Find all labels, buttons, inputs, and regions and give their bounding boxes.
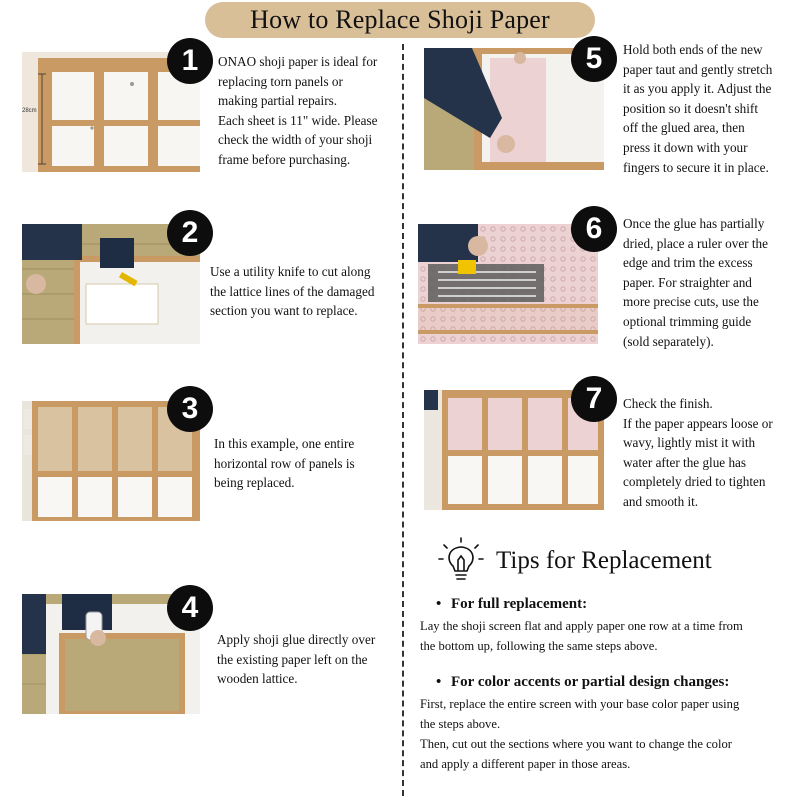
step-2-text bbox=[210, 262, 400, 321]
step-3-line: horizontal row of panels is bbox=[214, 455, 355, 471]
step-6-image bbox=[418, 224, 598, 344]
tip-1-body bbox=[420, 616, 798, 656]
step-5-badge: 5 bbox=[571, 36, 617, 82]
step-4-line: the existing paper left on the bbox=[217, 651, 368, 667]
step-7-line: water after the glue has bbox=[623, 454, 747, 470]
step-7-badge: 7 bbox=[571, 376, 617, 422]
step-4-line: Apply shoji glue directly over bbox=[217, 632, 376, 647]
step-1-measure-label: 28cm bbox=[22, 108, 37, 114]
step-7-line: and smooth it. bbox=[623, 493, 699, 509]
tip-2-title bbox=[436, 674, 729, 691]
step-2-line: Use a utility knife to cut along bbox=[210, 264, 371, 279]
tip-1-bullet: • bbox=[436, 596, 442, 612]
step-1-line: ONAO shoji paper is ideal for bbox=[218, 54, 378, 69]
step-7-line: Check the finish. bbox=[623, 396, 713, 411]
step-1-text bbox=[218, 52, 398, 170]
step-1-line: making partial repairs. bbox=[218, 93, 338, 109]
step-6-line: dried, place a ruler over the bbox=[623, 235, 768, 251]
tip-1-line: the bottom up, following the same steps above. bbox=[420, 639, 658, 653]
lightbulb-icon bbox=[436, 536, 486, 586]
tips-header bbox=[436, 536, 712, 586]
step-1-badge: 1 bbox=[167, 38, 213, 84]
step-5-line: off the glued area, then bbox=[623, 120, 745, 136]
step-2-badge: 2 bbox=[167, 210, 213, 256]
step-6-line: paper. For straighter and bbox=[623, 274, 752, 290]
step-1-line: frame before purchasing. bbox=[218, 151, 351, 167]
step-7-line: completely dried to tighten bbox=[623, 474, 766, 490]
step-5-line: position so it doesn't shift bbox=[623, 100, 758, 116]
step-5-text bbox=[623, 40, 799, 177]
step-6-badge: 6 bbox=[571, 206, 617, 252]
tip-2-line: the steps above. bbox=[420, 717, 501, 731]
tip-1-line: Lay the shoji screen flat and apply paper one row at a time from bbox=[420, 619, 743, 633]
step-5-line: paper taut and gently stretch bbox=[623, 61, 773, 77]
title-banner bbox=[205, 2, 595, 38]
step-4-text bbox=[217, 630, 403, 689]
tip-2-line: Then, cut out the sections where you want to change the color bbox=[420, 737, 732, 751]
tip-1-title-text: For full replacement: bbox=[451, 596, 588, 612]
step-1-line: replacing torn panels or bbox=[218, 73, 343, 89]
step-2-line: section you want to replace. bbox=[210, 303, 358, 319]
tip-2-body bbox=[420, 694, 798, 774]
tip-2-line: First, replace the entire screen with your base color paper using bbox=[420, 697, 740, 711]
step-3-line: being replaced. bbox=[214, 475, 295, 491]
step-4-line: wooden lattice. bbox=[217, 671, 298, 687]
step-5-line: Hold both ends of the new bbox=[623, 42, 763, 57]
step-7-text bbox=[623, 394, 799, 512]
step-5-line: it as you apply it. Adjust the bbox=[623, 81, 772, 97]
step-6-line: Once the glue has partially bbox=[623, 216, 765, 231]
step-3-text bbox=[214, 434, 400, 493]
step-6-line: (sold separately). bbox=[623, 333, 714, 349]
step-3-badge: 3 bbox=[167, 386, 213, 432]
tips-title: Tips for Replacement bbox=[496, 547, 712, 574]
step-7-line: wavy, lightly mist it with bbox=[623, 435, 756, 451]
tip-2-title-text: For color accents or partial design changes: bbox=[451, 674, 730, 690]
step-2-line: the lattice lines of the damaged bbox=[210, 283, 375, 299]
page-title: How to Replace Shoji Paper bbox=[250, 5, 550, 34]
step-4-badge: 4 bbox=[167, 585, 213, 631]
step-1-line: check the width of your shoji bbox=[218, 132, 373, 148]
step-6-line: more precise cuts, use the bbox=[623, 294, 759, 310]
step-6-line: edge and trim the excess bbox=[623, 255, 753, 271]
step-3-line: In this example, one entire bbox=[214, 436, 355, 451]
tip-1-title bbox=[436, 596, 587, 613]
tip-2-line: and apply a different paper in those areas. bbox=[420, 757, 631, 771]
step-1-line: Each sheet is 11" wide. Please bbox=[218, 112, 378, 128]
tip-2-bullet: • bbox=[436, 674, 442, 690]
step-5-line: press it down with your bbox=[623, 139, 748, 155]
step-6-text bbox=[623, 214, 799, 351]
step-7-line: If the paper appears loose or bbox=[623, 415, 773, 431]
step-5-line: fingers to secure it in place. bbox=[623, 159, 769, 175]
step-6-line: optional trimming guide bbox=[623, 313, 752, 329]
